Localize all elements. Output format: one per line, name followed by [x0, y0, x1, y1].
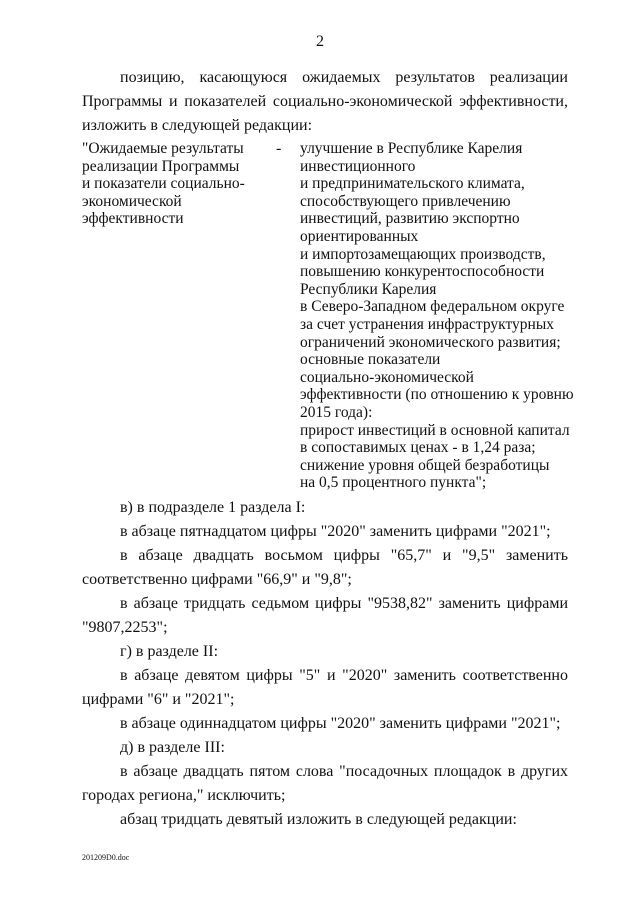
- right-line: за счет устранения инфраструктурных: [300, 315, 555, 333]
- right-line: в Северо-Западном федеральном округе: [300, 298, 565, 316]
- body-line-4: соответственно цифрами "66,9" и "9,8";: [82, 571, 352, 588]
- body-line-9: цифрами "6" и "2021";: [82, 691, 235, 708]
- body-line-7: г) в разделе II:: [120, 643, 219, 660]
- table-right-column: [300, 140, 574, 492]
- intro-line-2: Программы и показателей социально-экономической эффективности,: [82, 93, 568, 110]
- right-line: в сопоставимых ценах - в 1,24 раза;: [300, 439, 536, 457]
- right-line: ограничений экономического развития;: [300, 333, 561, 351]
- body-line-13: городах региона," исключить;: [82, 787, 286, 804]
- right-line: эффективности (по отношению к уровню: [300, 386, 574, 404]
- right-line: инвестиционного: [300, 157, 416, 175]
- left-line: реализации Программы: [82, 157, 240, 175]
- left-line: экономической: [82, 192, 182, 210]
- body-line-14: абзац тридцать девятый изложить в следующей редакции:: [120, 811, 517, 828]
- body-line-5: в абзаце тридцать седьмом цифры "9538,82" заменить цифрами: [120, 595, 568, 612]
- body-line-1: в) в подразделе 1 раздела I:: [120, 499, 306, 516]
- right-line: и предпринимательского климата,: [300, 175, 525, 193]
- body-line-2: в абзаце пятнадцатом цифры "2020" заменить цифрами "2021";: [120, 523, 551, 540]
- right-line: инвестиций, развитию экспортно: [300, 210, 520, 228]
- right-line: способствующего привлечению: [300, 192, 511, 210]
- footer-filename: 201209D0.doc: [82, 853, 130, 862]
- right-line: прирост инвестиций в основной капитал: [300, 421, 570, 439]
- body-line-3: в абзаце двадцать восьмом цифры "65,7" и "9,5" заменить: [120, 547, 568, 564]
- right-line: 2015 года):: [300, 403, 373, 421]
- left-line: и показатели социально-: [82, 175, 245, 193]
- right-line: основные показатели: [300, 351, 441, 369]
- right-line: и импортозамещающих производств,: [300, 245, 546, 263]
- right-line: снижение уровня общей безработицы: [300, 456, 550, 474]
- right-line: Республики Карелия: [300, 280, 437, 298]
- right-line: социально-экономической: [300, 368, 474, 386]
- intro-line-3: изложить в следующей редакции:: [82, 117, 313, 134]
- table-dash: -: [276, 140, 282, 157]
- right-line: на 0,5 процентного пункта";: [300, 474, 487, 492]
- page-number: 2: [316, 33, 324, 50]
- right-line: повышению конкурентоспособности: [300, 263, 545, 281]
- right-line: ориентированных: [300, 227, 419, 245]
- body-line-10: в абзаце одиннадцатом цифры "2020" заменить цифрами "2021";: [120, 715, 561, 732]
- body-line-6: "9807,2253";: [82, 619, 168, 636]
- body-line-12: в абзаце двадцать пятом слова "посадочных площадок в других: [120, 763, 568, 780]
- left-line: "Ожидаемые результаты: [82, 140, 244, 157]
- right-line: улучшение в Республике Карелия: [300, 140, 523, 157]
- intro-line-1: позицию, касающуюся ожидаемых результатов реализации: [120, 69, 568, 86]
- body-line-11: д) в разделе III:: [120, 739, 225, 756]
- body-line-8: в абзаце девятом цифры "5" и "2020" заменить соответственно: [120, 667, 568, 684]
- table-left-column: [82, 140, 245, 228]
- left-line: эффективности: [82, 210, 184, 228]
